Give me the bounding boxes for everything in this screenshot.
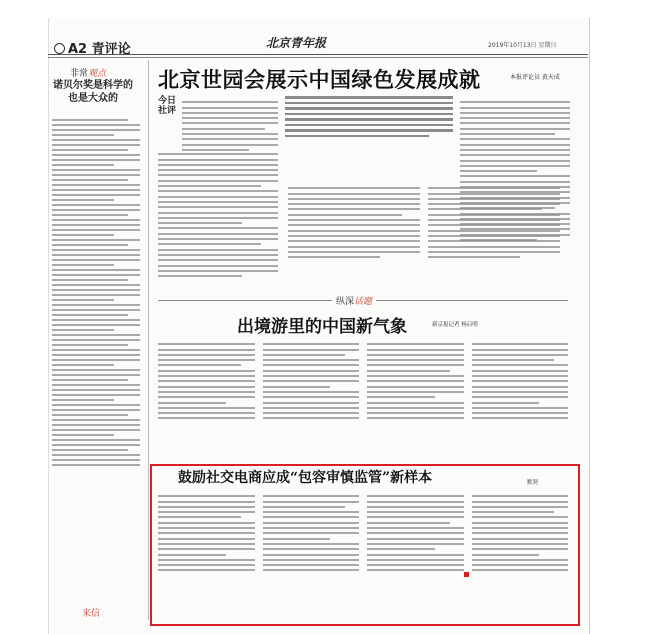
editorial-badge: 今日社评 — [158, 96, 177, 116]
main-byline: 本报评论员 黄天成 — [510, 74, 560, 81]
header-rule — [48, 54, 588, 55]
feature-byline: 新京报记者 杨启明 — [432, 322, 478, 328]
marker-icon — [464, 572, 469, 577]
feature-headline: 出境游里的中国新气象 — [237, 317, 407, 337]
header-rule-thin — [48, 57, 588, 58]
page-header — [48, 18, 588, 62]
main-lead — [285, 93, 453, 140]
feature-columns — [158, 340, 568, 423]
highlighted-headline: 鼓励社交电商应成“包容审慎监管”新样本 — [178, 470, 433, 486]
left-article-body — [52, 116, 140, 469]
left-headline: 诺贝尔奖是科学的也是大众的 — [53, 80, 133, 104]
main-headline: 北京世园会展示中国绿色发展成就 — [158, 67, 481, 92]
column-tag: 非常观点 — [70, 69, 107, 79]
column-divider — [148, 60, 149, 620]
main-col-1 — [182, 98, 278, 154]
highlighted-byline: 默契 — [527, 480, 539, 486]
highlighted-columns — [158, 492, 568, 575]
feature-tag: 纵深话题 — [332, 294, 376, 307]
main-col-1b — [158, 150, 278, 280]
section-label: A2 青评论 — [54, 38, 131, 57]
letters-tag: 来信 — [82, 609, 101, 619]
masthead: 北京青年报 — [266, 36, 327, 50]
search-icon — [54, 43, 65, 54]
issue-date: 2019年10月13日 星期日 — [488, 42, 557, 49]
main-col-right — [460, 98, 570, 244]
